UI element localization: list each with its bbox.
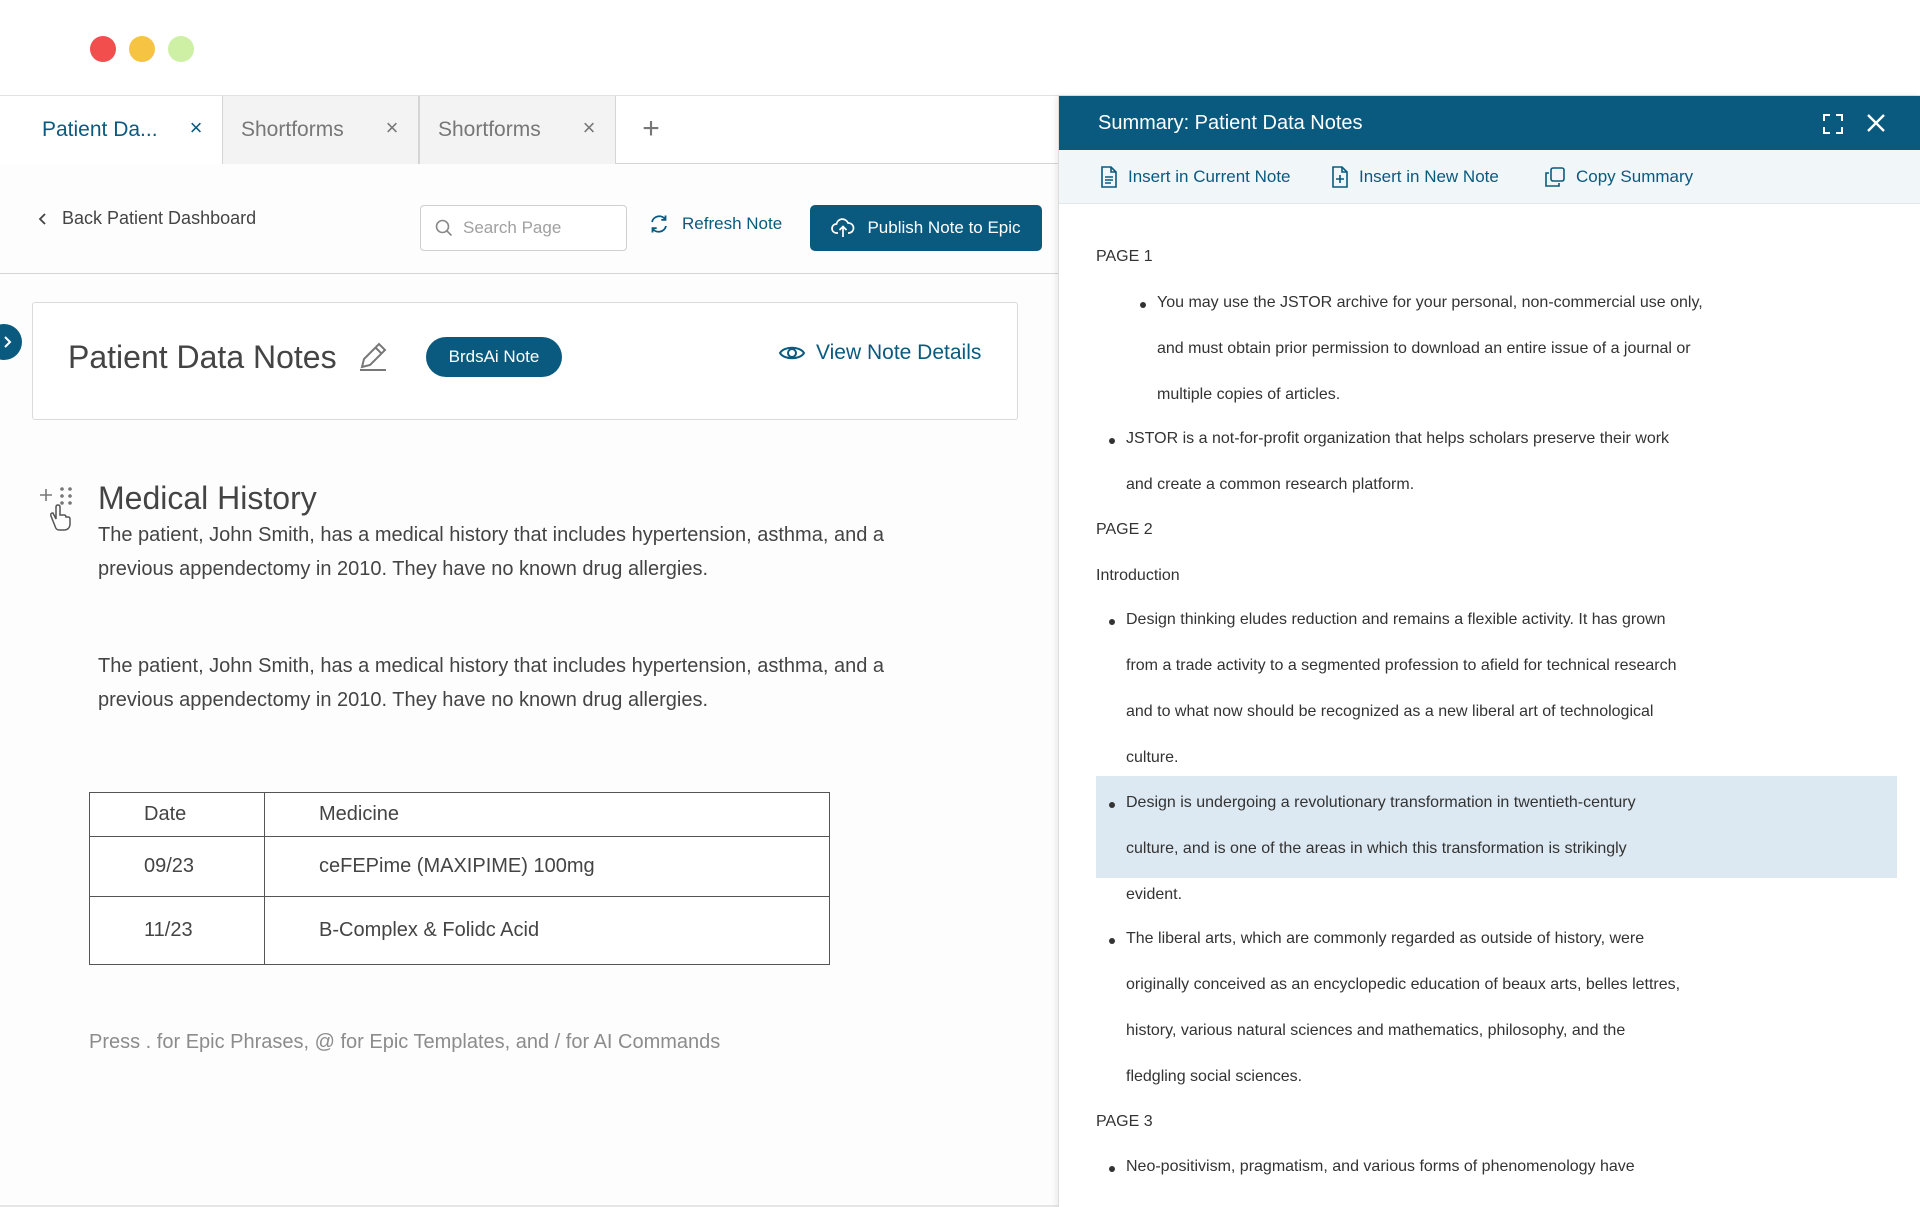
summary-line: originally conceived as an encyclopedic education of beaux arts, belles lettres, (1126, 976, 1681, 993)
copy-summary-label: Copy Summary (1576, 167, 1694, 186)
summary-line: Neo-positivism, pragmatism, and various forms of phenomenology have (1126, 1158, 1635, 1175)
summary-line: multiple copies of articles. (1157, 386, 1341, 403)
document-plus-icon (1331, 166, 1349, 188)
window-close-button[interactable] (90, 36, 116, 62)
copy-summary-button[interactable] (1544, 166, 1693, 188)
summary-header (1059, 96, 1920, 150)
cloud-upload-icon (831, 218, 855, 238)
medication-table (89, 792, 830, 965)
table-header-medicine: Medicine (265, 793, 830, 837)
view-note-details-link[interactable] (778, 341, 981, 365)
expand-icon[interactable] (1822, 113, 1844, 135)
eye-icon (778, 343, 806, 363)
highlighted-summary-item (1096, 776, 1897, 878)
note-header-card (32, 302, 1018, 420)
table-row (90, 897, 830, 965)
table-row (90, 837, 830, 897)
window-titlebar (0, 0, 1920, 96)
summary-page-label: PAGE 3 (1096, 1113, 1153, 1130)
summary-panel (1058, 96, 1920, 1207)
table-cell-date: 09/23 (90, 837, 265, 897)
summary-line: evident. (1126, 886, 1183, 903)
table-cell-medicine: ceFEPime (MAXIPIME) 100mg (265, 837, 830, 897)
note-title: Patient Data Notes (68, 339, 337, 375)
note-editor-pane (0, 96, 1058, 1207)
insert-current-note-button[interactable] (1100, 166, 1291, 188)
note-type-badge: BrdsAi Note (426, 337, 562, 377)
window-minimize-button[interactable] (129, 36, 155, 62)
note-toolbar (0, 164, 1058, 274)
publish-note-label: Publish Note to Epic (867, 218, 1021, 237)
back-label: Back Patient Dashboard (62, 208, 257, 228)
chevron-left-icon (36, 212, 50, 226)
expand-sidebar-button[interactable] (0, 324, 22, 360)
document-icon (1100, 166, 1118, 188)
back-link[interactable] (36, 208, 256, 229)
summary-line: culture, and is one of the areas in which this transformation is strikingly (1126, 840, 1627, 857)
note-paragraph: The patient, John Smith, has a medical history that includes hypertension, asthma, and a previous appendectomy in 2010. They have no known drug allergies. (98, 524, 884, 580)
summary-line: Design is undergoing a revolutionary transformation in twentieth-century (1126, 794, 1636, 811)
tab-bar (0, 96, 1058, 164)
summary-title: Summary: Patient Data Notes (1098, 112, 1363, 134)
add-tab-button[interactable]: + (642, 112, 660, 145)
drag-handle-icon[interactable] (38, 486, 84, 532)
tab-label: Shortforms (241, 118, 344, 141)
summary-line: and must obtain prior permission to download an entire issue of a journal or (1157, 340, 1691, 357)
publish-note-button[interactable] (810, 205, 1042, 251)
summary-page-label: PAGE 1 (1096, 248, 1153, 265)
section-heading: Medical History (98, 480, 317, 516)
copy-icon (1544, 166, 1566, 188)
summary-line: You may use the JSTOR archive for your personal, non-commercial use only, (1157, 294, 1703, 311)
tab-label: Patient Da... (42, 118, 158, 141)
tab-label: Shortforms (438, 118, 541, 141)
close-icon[interactable] (1864, 111, 1888, 135)
view-note-details-label: View Note Details (816, 341, 982, 364)
tab-shortforms-2[interactable] (419, 96, 616, 164)
editor-hint-text[interactable]: Press . for Epic Phrases, @ for Epic Templates, and / for AI Commands (89, 1031, 721, 1053)
refresh-icon (648, 214, 670, 234)
close-icon[interactable]: × (582, 115, 596, 140)
table-cell-medicine: B-Complex & Folidc Acid (265, 897, 830, 965)
insert-new-note-label: Insert in New Note (1359, 167, 1499, 186)
close-icon[interactable]: × (189, 115, 203, 140)
tab-patient-data[interactable] (0, 96, 222, 164)
summary-line: fledgling social sciences. (1126, 1068, 1303, 1085)
table-header-row (90, 793, 830, 837)
window-zoom-button[interactable] (168, 36, 194, 62)
refresh-note-label: Refresh Note (682, 214, 783, 233)
summary-line: culture. (1126, 749, 1179, 766)
table-cell-date: 11/23 (90, 897, 265, 965)
summary-line: and create a common research platform. (1126, 476, 1415, 493)
search-input[interactable] (463, 218, 613, 238)
table-header-date: Date (90, 793, 265, 837)
search-icon (435, 219, 453, 237)
close-icon[interactable]: × (385, 115, 399, 140)
summary-actions (1059, 150, 1920, 204)
summary-line: Design thinking eludes reduction and remains a flexible activity. It has grown (1126, 611, 1666, 628)
summary-line: history, various natural sciences and mathematics, philosophy, and the (1126, 1022, 1626, 1039)
search-box[interactable] (420, 205, 627, 251)
insert-new-note-button[interactable] (1331, 166, 1499, 188)
summary-line: The liberal arts, which are commonly regarded as outside of history, were (1126, 930, 1645, 947)
refresh-note-button[interactable] (648, 214, 782, 234)
tab-shortforms-1[interactable] (222, 96, 419, 164)
insert-current-note-label: Insert in Current Note (1128, 167, 1291, 186)
summary-line: from a trade activity to a segmented profession to afield for technical research (1126, 657, 1677, 674)
summary-page-label: PAGE 2 (1096, 521, 1153, 538)
summary-line: JSTOR is a not-for-profit organization that helps scholars preserve their work (1126, 430, 1670, 447)
note-paragraph: The patient, John Smith, has a medical history that includes hypertension, asthma, and a previous appendectomy in 2010. They have no known drug allergies. (98, 655, 884, 711)
pencil-icon[interactable] (356, 339, 390, 373)
summary-subheading: Introduction (1096, 567, 1180, 584)
summary-line: and to what now should be recognized as a new liberal art of technological (1126, 703, 1654, 720)
chevron-right-icon (2, 335, 14, 349)
